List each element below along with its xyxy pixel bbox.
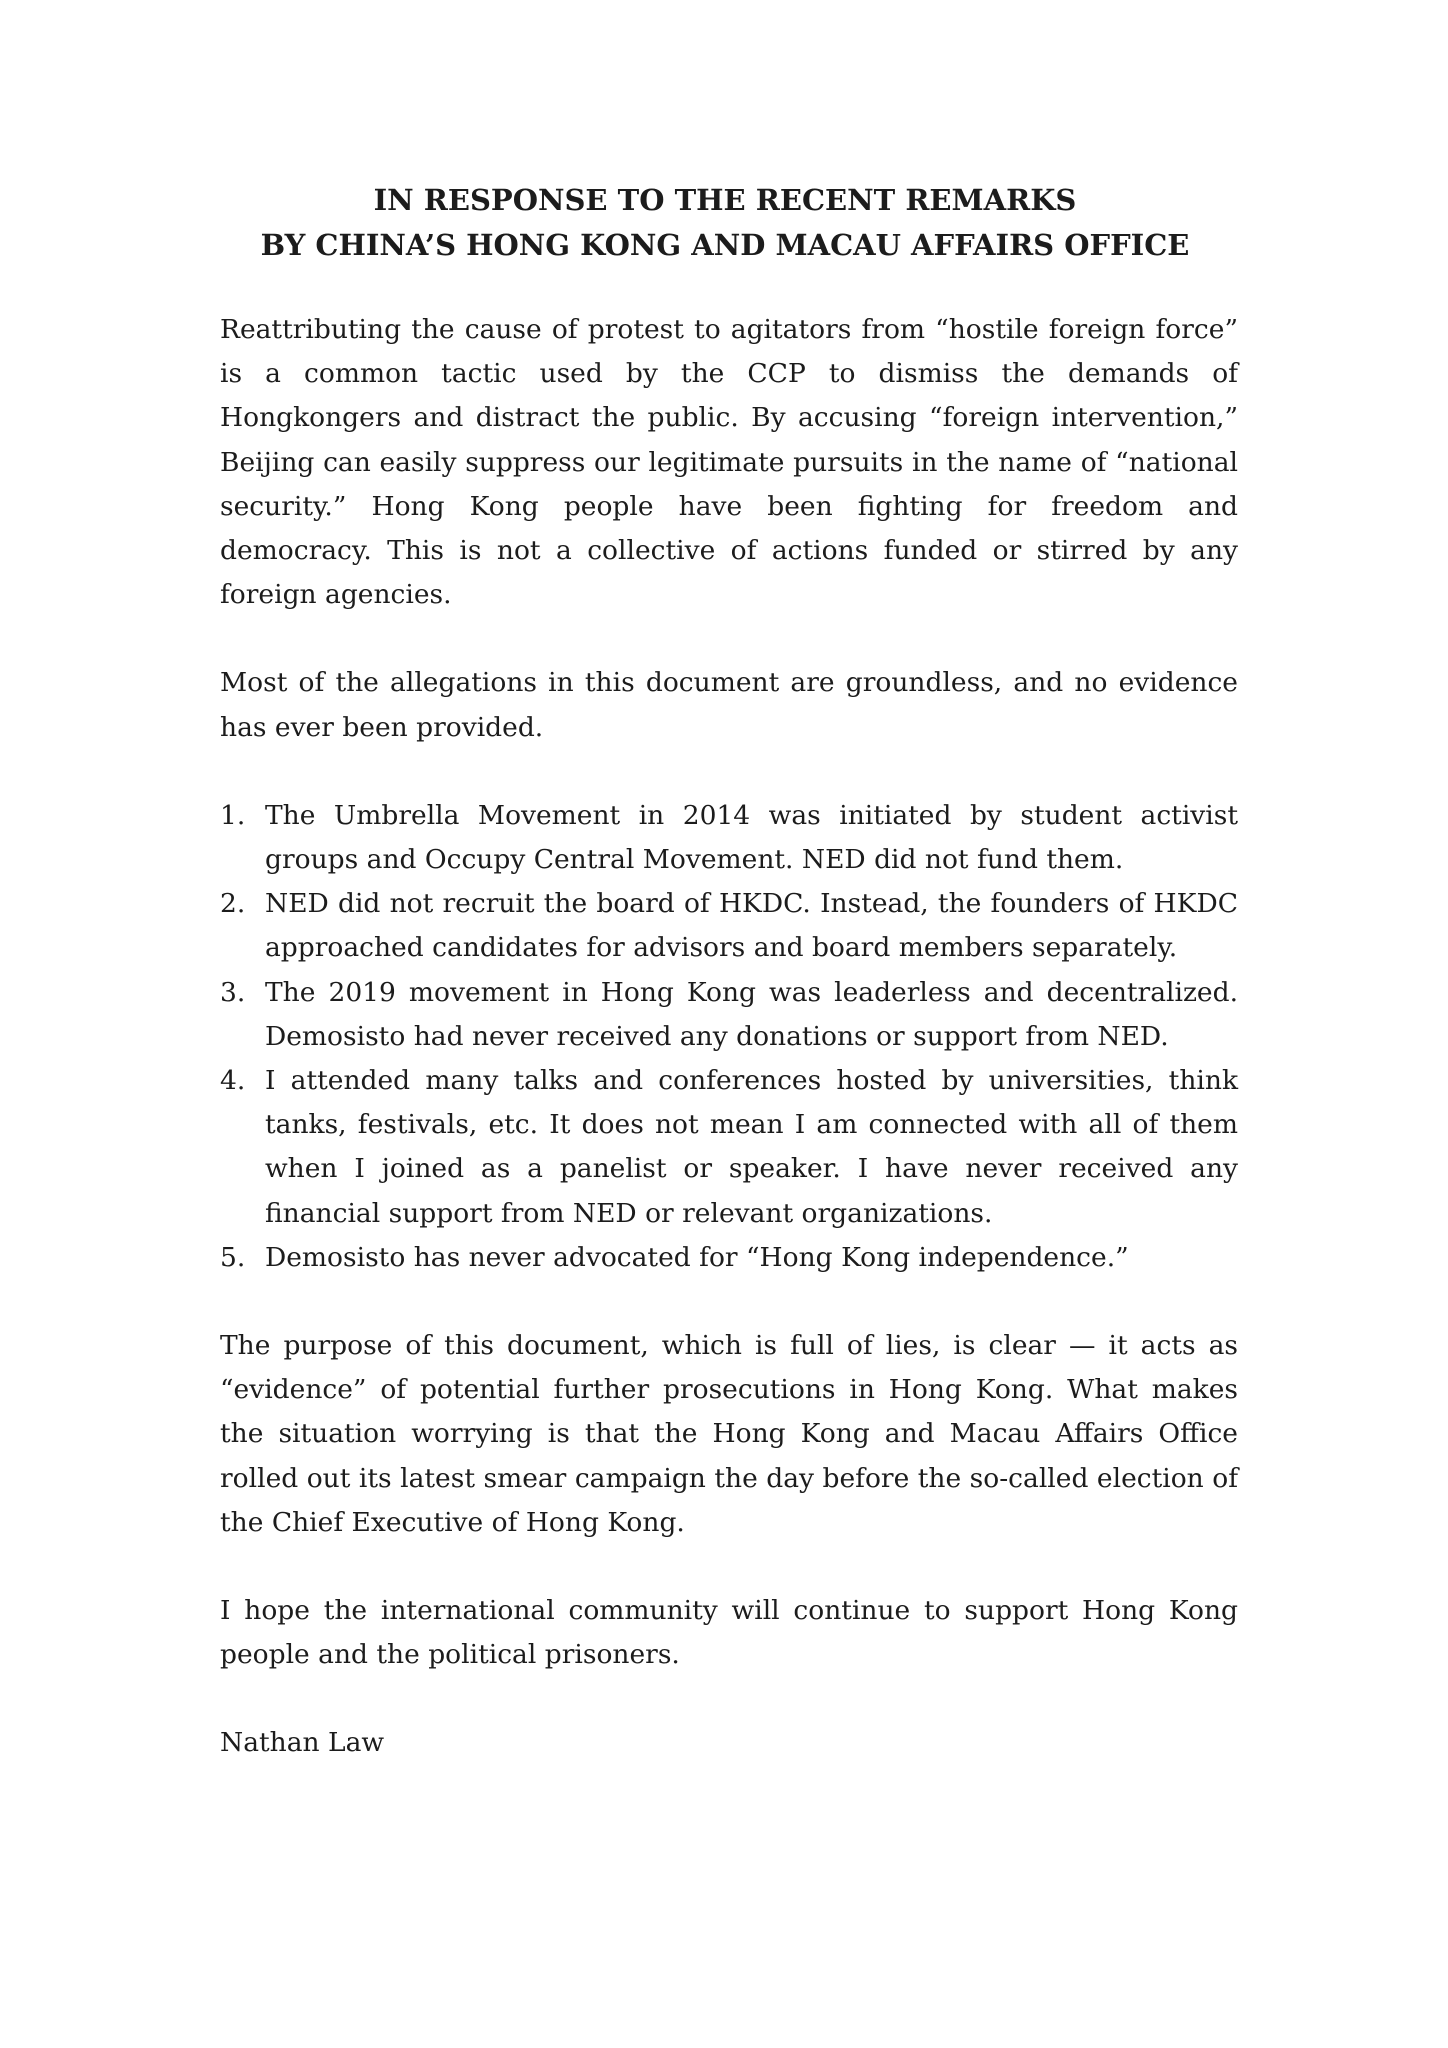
signature: Nathan Law [220, 1727, 385, 1759]
list-item-text: I attended many talks and conferences hosted by universities, think tanks, festivals, etc. It does not mean I am connected with all of them when I joined as a panelist or speaker. I have never received any financial support from NED or relevant organizations. [265, 1065, 1238, 1229]
document-title [220, 178, 1230, 268]
list-item-number: 3. [220, 976, 246, 1008]
allegations-list [220, 794, 1238, 1280]
list-item-number: 5. [220, 1241, 246, 1273]
paragraph-4: I hope the international community will continue to support Hong Kong people and the political prisoners. [220, 1595, 1238, 1671]
list-item [220, 1059, 1238, 1236]
list-item [220, 794, 1238, 882]
list-item [220, 971, 1238, 1059]
document-body [220, 308, 1238, 1766]
paragraph-2: Most of the allegations in this document are groundless, and no evidence has ever been provided. [220, 667, 1238, 743]
title-line-1: IN RESPONSE TO THE RECENT REMARKS [373, 183, 1077, 217]
paragraph-3: The purpose of this document, which is full of lies, is clear — it acts as “evidence” of potential further prosecutions in Hong Kong. What makes the situation worrying is that the Hong Kong and Macau Affairs Office rolled out its latest smear campaign the day before the so-called election of the Chief Executive of Hong Kong. [220, 1330, 1238, 1538]
paragraph-1: Reattributing the cause of protest to agitators from “hostile foreign force” is a common tactic used by the CCP to dismiss the demands of Hongkongers and distract the public. By accusing “foreign intervention,” Beijing can easily suppress our legitimate pursuits in the name of “national security.” Hong Kong people have been fighting for freedom and democracy. This is not a collective of actions funded or stirred by any foreign agencies. [220, 314, 1238, 611]
list-item [220, 882, 1238, 970]
list-item-text: Demosisto has never advocated for “Hong Kong independence.” [265, 1241, 1129, 1273]
list-item-number: 4. [220, 1065, 246, 1097]
list-item-number: 2. [220, 888, 246, 920]
title-line-2: BY CHINA’S HONG KONG AND MACAU AFFAIRS OFFICE [260, 228, 1190, 262]
list-item-text: The Umbrella Movement in 2014 was initiated by student activist groups and Occupy Central Movement. NED did not fund them. [265, 799, 1238, 876]
list-item-number: 1. [220, 799, 246, 831]
list-item-text: NED did not recruit the board of HKDC. Instead, the founders of HKDC approached candidates for advisors and board members separately. [265, 888, 1238, 964]
list-item [220, 1236, 1238, 1280]
list-item-text: The 2019 movement in Hong Kong was leaderless and decentralized. Demosisto had never received any donations or support from NED. [265, 976, 1238, 1052]
